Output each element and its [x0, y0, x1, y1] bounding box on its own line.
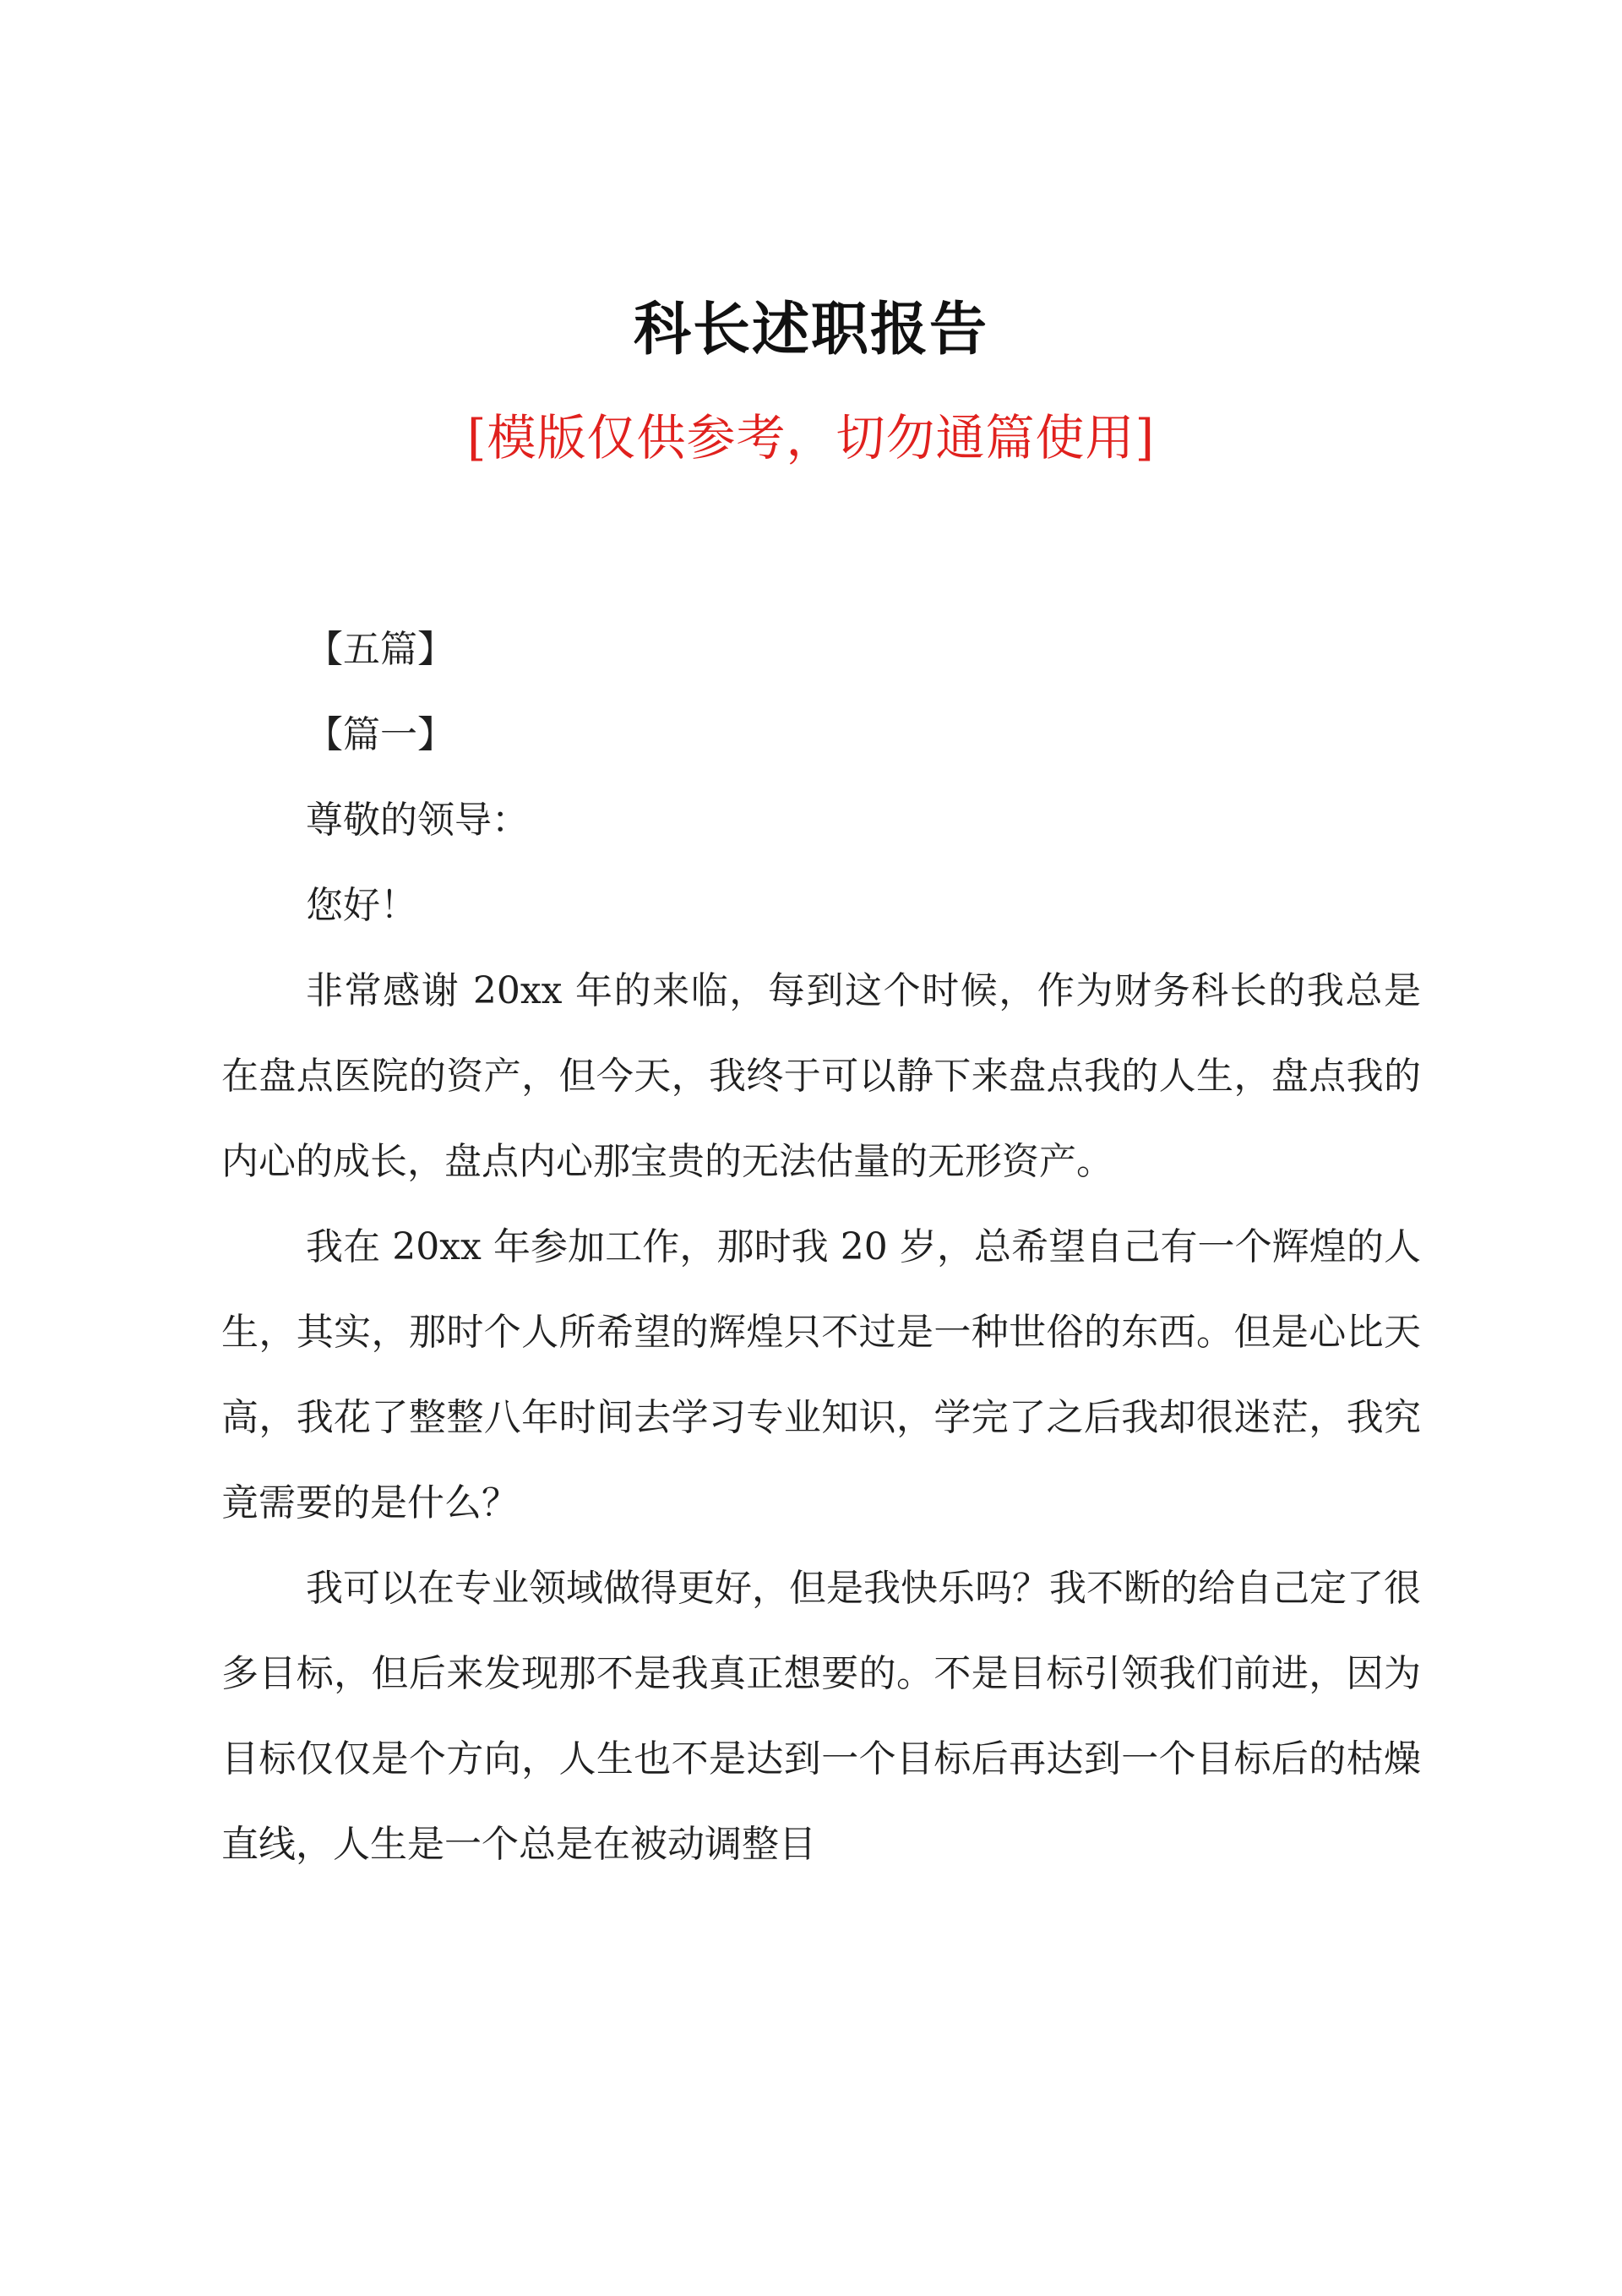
- paragraph: 我在 20xx 年参加工作，那时我 20 岁，总希望自己有一个辉煌的人生，其实，那时个人所希望的辉煌只不过是一种世俗的东西。但是心比天高，我花了整整八年时间去学习专业知识，学完了之后我却很迷茫，我究竟需要的是什么？: [221, 1225, 1421, 1524]
- document-body: [221, 607, 1421, 1887]
- document-title: 科长述职报告: [633, 296, 988, 363]
- section-heading-all: 【五篇】: [306, 628, 454, 671]
- paragraph: 非常感谢 20xx 年的来临，每到这个时候，作为财务科长的我总是在盘点医院的资产，但今天，我终于可以静下来盘点我的人生，盘点我的内心的成长，盘点内心那宝贵的无法估量的无形资产。: [221, 969, 1421, 1183]
- salutation: 尊敬的领导：: [306, 799, 529, 842]
- paragraph: 我可以在专业领域做得更好，但是我快乐吗？我不断的给自己定了很多目标，但后来发现那不是我真正想要的。不是目标引领我们前进，因为目标仅仅是个方向，人生也不是达到一个目标后再达到一个目标后的枯燥直线，人生是一个总是在被动调整目: [221, 1567, 1421, 1866]
- template-notice: [模版仅供参考，切勿通篇使用]: [466, 409, 1156, 466]
- greeting: 您好！: [306, 884, 417, 927]
- section-heading-one: 【篇一】: [306, 713, 454, 756]
